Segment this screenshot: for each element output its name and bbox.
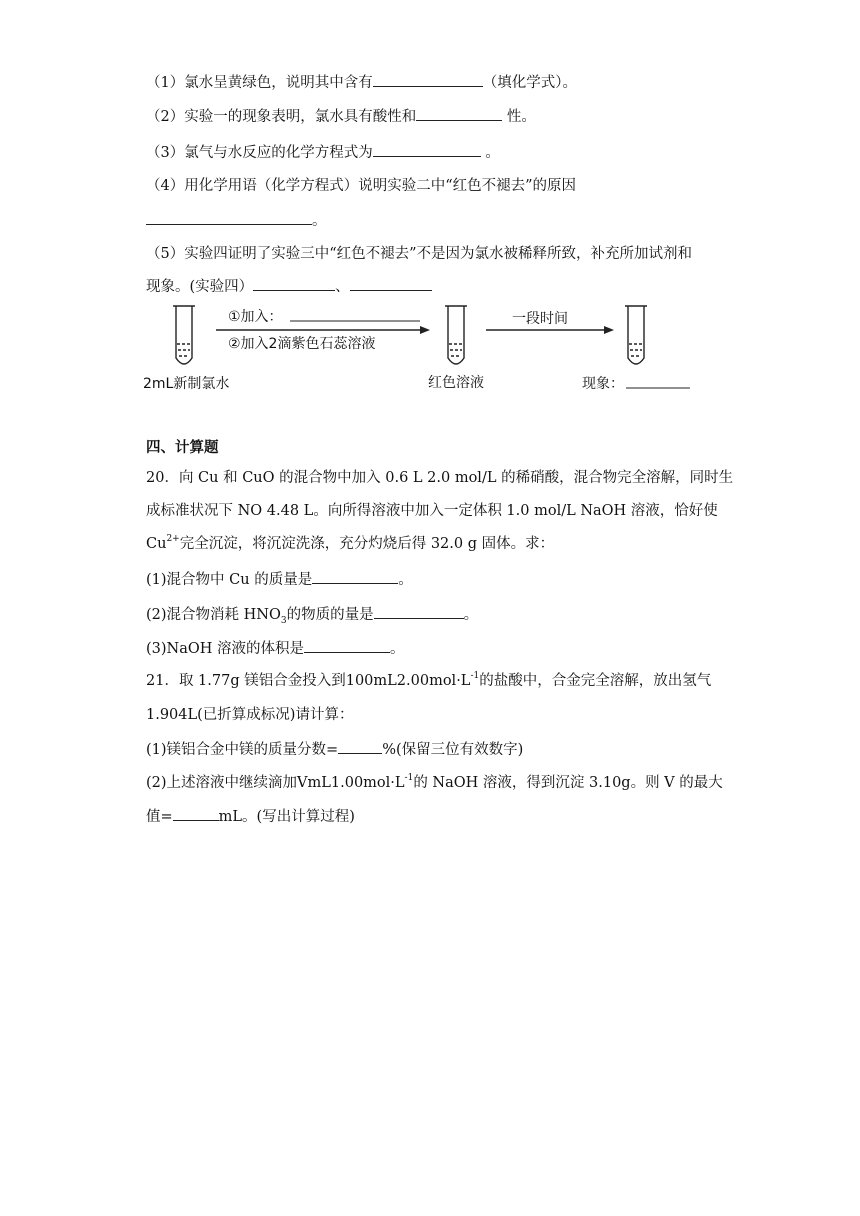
q21-sub2-text: (2)上述溶液中继续滴加VmL1.00mol·L bbox=[146, 775, 405, 791]
q19-part1-suffix: （填化学式）。 bbox=[482, 75, 577, 91]
tube1-label: 2mL新制氯水 bbox=[143, 376, 230, 392]
q20-sub2-text: (2)混合物消耗 HNO bbox=[146, 607, 281, 623]
q20-sub3 bbox=[146, 638, 405, 659]
test-tube-1 bbox=[173, 306, 195, 364]
q19-part5-text-2: 现象。(实验四） bbox=[146, 279, 254, 295]
q21-sub2-suffix: mL。(写出计算过程) bbox=[218, 809, 355, 825]
q20-sub2-text-2: 的物质的量是 bbox=[286, 607, 374, 623]
period: 。 bbox=[390, 641, 405, 657]
q20-line1: 20．向 Cu 和 CuO 的混合物中加入 0.6 L 2.0 mol/L 的稀硝酸，混合物完全溶解，同时生 bbox=[146, 470, 734, 486]
period: 。 bbox=[398, 572, 413, 588]
period: 。 bbox=[463, 607, 479, 623]
q19-part1-text: （1）氯水呈黄绿色，说明其中含有 bbox=[146, 75, 373, 91]
q19-part3 bbox=[146, 142, 500, 163]
q19-part5-line2 bbox=[146, 276, 432, 297]
subscript: 3 bbox=[280, 615, 287, 626]
test-tube-3 bbox=[625, 306, 647, 364]
q20-sub3-text: (3)NaOH 溶液的体积是 bbox=[146, 641, 305, 657]
answer-blank[interactable] bbox=[253, 276, 335, 291]
answer-blank[interactable] bbox=[304, 638, 390, 653]
tube2-label: 红色溶液 bbox=[428, 375, 484, 391]
q21-sub2 bbox=[146, 773, 723, 793]
q19-part4-text: （4）用化学用语（化学方程式）说明实验二中“红色不褪去”的原因 bbox=[146, 178, 577, 194]
q19-part5 bbox=[146, 244, 692, 264]
test-tube-2 bbox=[445, 306, 467, 364]
q21-sub1 bbox=[146, 739, 523, 760]
q19-part4-suffix: 。 bbox=[312, 213, 327, 229]
q19-part2 bbox=[146, 106, 536, 127]
cu-ion: Cu bbox=[146, 536, 167, 552]
q20-sub1 bbox=[146, 569, 413, 590]
tube3-label: 现象： bbox=[582, 376, 624, 392]
q21-sub2-prefix: 值= bbox=[146, 809, 173, 825]
experiment-diagram bbox=[140, 296, 720, 396]
answer-blank[interactable] bbox=[146, 210, 312, 225]
q19-part5-text: （5）实验四证明了实验三中“红色不褪去”不是因为氯水被稀释所致，补充所加试剂和 bbox=[146, 246, 693, 262]
step1-label: ①加入： bbox=[228, 309, 283, 325]
q21-sub2-line2 bbox=[146, 806, 355, 827]
q21-sub2-text-2: 的 NaOH 溶液，得到沉淀 3.10g。则 V 的最大 bbox=[413, 775, 723, 791]
superscript: -1 bbox=[404, 773, 414, 784]
answer-blank[interactable] bbox=[338, 739, 382, 754]
q20-line2: 成标准状况下 NO 4.48 L。向所得溶液中加入一定体积 1.0 mol/L NaOH 溶液，恰好使 bbox=[146, 503, 718, 519]
step2-label: ②加入2滴紫色石蕊溶液 bbox=[228, 336, 376, 352]
q19-part4-answer bbox=[146, 210, 327, 231]
q20-line3 bbox=[146, 534, 554, 554]
q21-line2: 1.904L(已折算成标况)请计算： bbox=[146, 707, 354, 723]
q20-sub1-text: (1)混合物中 Cu 的质量是 bbox=[146, 572, 313, 588]
q21-line1-text-2: 的盐酸中，合金完全溶解，放出氢气 bbox=[479, 673, 712, 689]
q21-sub1-text: (1)镁铝合金中镁的质量分数= bbox=[146, 742, 339, 758]
q19-part2-suffix: 性。 bbox=[502, 109, 536, 125]
answer-blank[interactable] bbox=[373, 142, 481, 157]
q19-part2-text: （2）实验一的现象表明，氯水具有酸性和 bbox=[146, 109, 417, 125]
q21-line1-text: 21．取 1.77g 镁铝合金投入到100mL2.00mol·L bbox=[146, 673, 471, 689]
answer-blank[interactable] bbox=[173, 806, 219, 821]
charge-sup: 2+ bbox=[166, 534, 180, 545]
answer-blank[interactable] bbox=[416, 106, 502, 121]
answer-blank[interactable] bbox=[312, 569, 398, 584]
q21-sub1-suffix: %(保留三位有效数字) bbox=[382, 742, 524, 758]
answer-blank[interactable] bbox=[350, 276, 432, 291]
q19-part4 bbox=[146, 176, 576, 196]
section-title: 四、计算题 bbox=[146, 439, 219, 456]
superscript: -1 bbox=[470, 671, 480, 682]
answer-blank[interactable] bbox=[374, 604, 464, 619]
arrow2-label: 一段时间 bbox=[512, 311, 568, 327]
q19-part3-suffix: 。 bbox=[480, 145, 500, 161]
q20-sub2 bbox=[146, 604, 478, 625]
q19-part3-text: （3）氯气与水反应的化学方程式为 bbox=[146, 145, 373, 161]
q20-line3-text: 完全沉淀，将沉淀洗涤，充分灼烧后得 32.0 g 固体。求： bbox=[179, 536, 555, 552]
separator: 、 bbox=[335, 279, 350, 295]
answer-blank[interactable] bbox=[373, 72, 483, 87]
q19-part1 bbox=[146, 72, 577, 93]
q21-line1 bbox=[146, 671, 711, 691]
